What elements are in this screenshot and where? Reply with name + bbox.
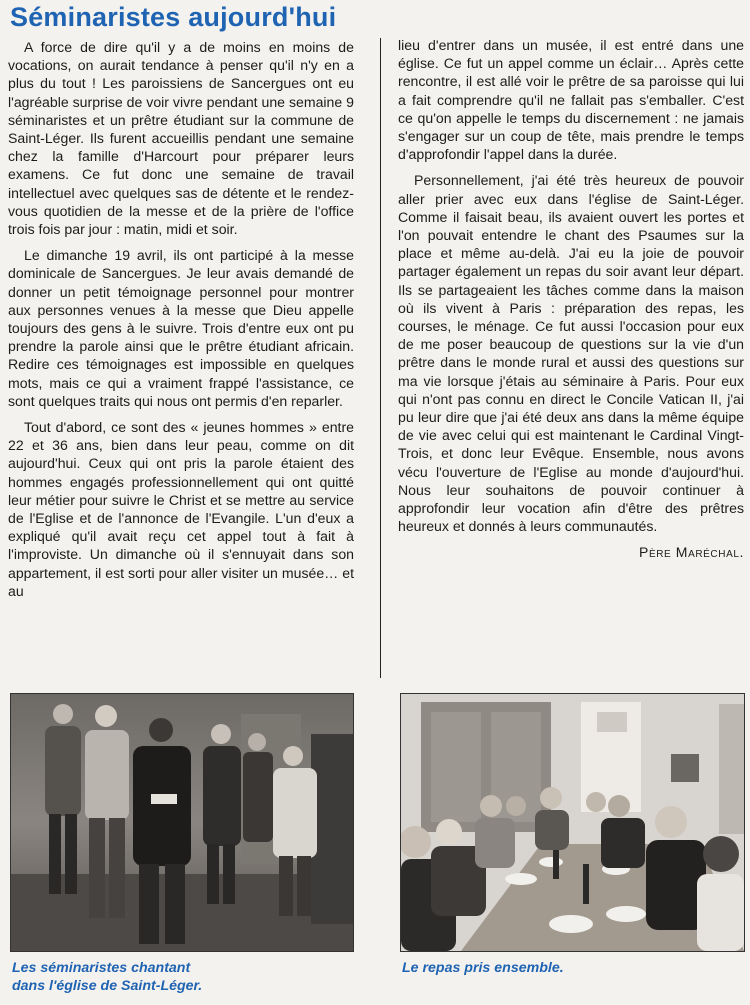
right-column — [398, 36, 744, 562]
photo-caption-left — [12, 959, 292, 995]
paragraph: Le dimanche 19 avril, ils ont participé à la messe dominicale de Sancergues. Je leur avais demandé de donner un petit témoignage personnel pour montrer aux personnes venues à la messe que Dieu appelle toujours des gens à le suivre. Trois d'entre eux ont pu prendre la parole ainsi que le prêtre étudiant africain. Redire ces témoignages est impossible en quelques mots, mais ce qui a vraiment frappé l'assistance, ce sont quelques traits qui nous ont permis d'en reparler. — [8, 247, 354, 409]
column-divider — [380, 38, 381, 678]
paragraph: Personnellement, j'ai été très heureux de pouvoir aller prier avec eux dans l'église de Saint-Léger. Comme il faisait beau, ils avaient ouvert les portes et l'on pouvait entendre le chant des Psaumes sur la place et même au-delà. J'ai eu la joie de pouvoir partager également un repas du soir avant leur départ. Ils se partageaient les tâches comme dans la maison où ils vivent à Paris : préparation des repas, les courses, le ménage. Ce fut aussi l'occasion pour eux de me poser beaucoup de questions sur la vie d'un prêtre dans le monde rural et aussi des questions sur ma vie lorsque j'étais au séminaire à Paris. Pour eux qui n'ont pas connu en direct le Concile Vatican II, j'ai pu leur dire que j'ai été deux ans dans la même équipe de vie avec celui qui est maintenant le Cardinal Vingt-Trois, et donc leur Evêque. Ensemble, nous avons vécu l'ouverture de l'Eglise au monde d'aujourd'hui. Nous leur souhaitons de pouvoir continuer à approfondir leur vocation afin d'être des prêtres heureux et donnés à leurs communautés. — [398, 172, 744, 535]
article-title: Séminaristes aujourd'hui — [10, 2, 337, 32]
paragraph: lieu d'entrer dans un musée, il est entré dans une église. Ce fut un appel comme un éclair… Après cette rencontre, il est allé voir le prêtre de sa paroisse qui lui a fait comprendre qu'il ne fallait pas s'emballer. C'est ce qu'on appelle le temps du discernement : ne jamais s'engager sur un coup de tête, mais prendre le temps d'approfondir l'appel dans la durée. — [398, 37, 744, 163]
paragraph: Tout d'abord, ce sont des « jeunes hommes » entre 22 et 36 ans, bien dans leur peau, comme on dit aujourd'hui. Ceux qui ont pris la parole étaient des hommes engagés professionnellement qui ont quitté leur métier pour suivre le Christ et se mettre au service de l'Eglise et de l'annonce de l'Evangile. L'un d'eux a expliqué qu'il avait reçu cet appel tout à fait à l'improviste. Un dimanche où il s'ennuyait dans son appartement, il est sorti pour aller visiter un musée… et au — [8, 419, 354, 599]
caption-line: dans l'église de Saint-Léger. — [12, 978, 203, 994]
photo-shared-meal — [400, 693, 745, 952]
photo-seminarians-singing — [10, 693, 354, 952]
caption-line: Les séminaristes chantant — [12, 960, 191, 976]
left-column — [8, 38, 354, 608]
photo-caption-right: Le repas pris ensemble. — [402, 960, 564, 976]
paragraph: A force de dire qu'il y a de moins en moins de vocations, on aurait tendance à penser qu'il n'y en a plus du tout ! Les paroissiens de Sancergues ont eu l'agréable surprise de voir vivre pendant une semaine 9 séminaristes et un prêtre étudiant sur la commune de Saint-Léger. Ils furent accueillis pendant une semaine chez la famille d'Harcourt pour préparer leurs examens. Ce fut donc une semaine de travail intellectuel avec quelques sas de détente et le rendez-vous quotidien de la messe et de la prière de l'office trois fois par jour : matin, midi et soir. — [8, 39, 354, 238]
author-signature: Père Maréchal. — [639, 544, 744, 561]
